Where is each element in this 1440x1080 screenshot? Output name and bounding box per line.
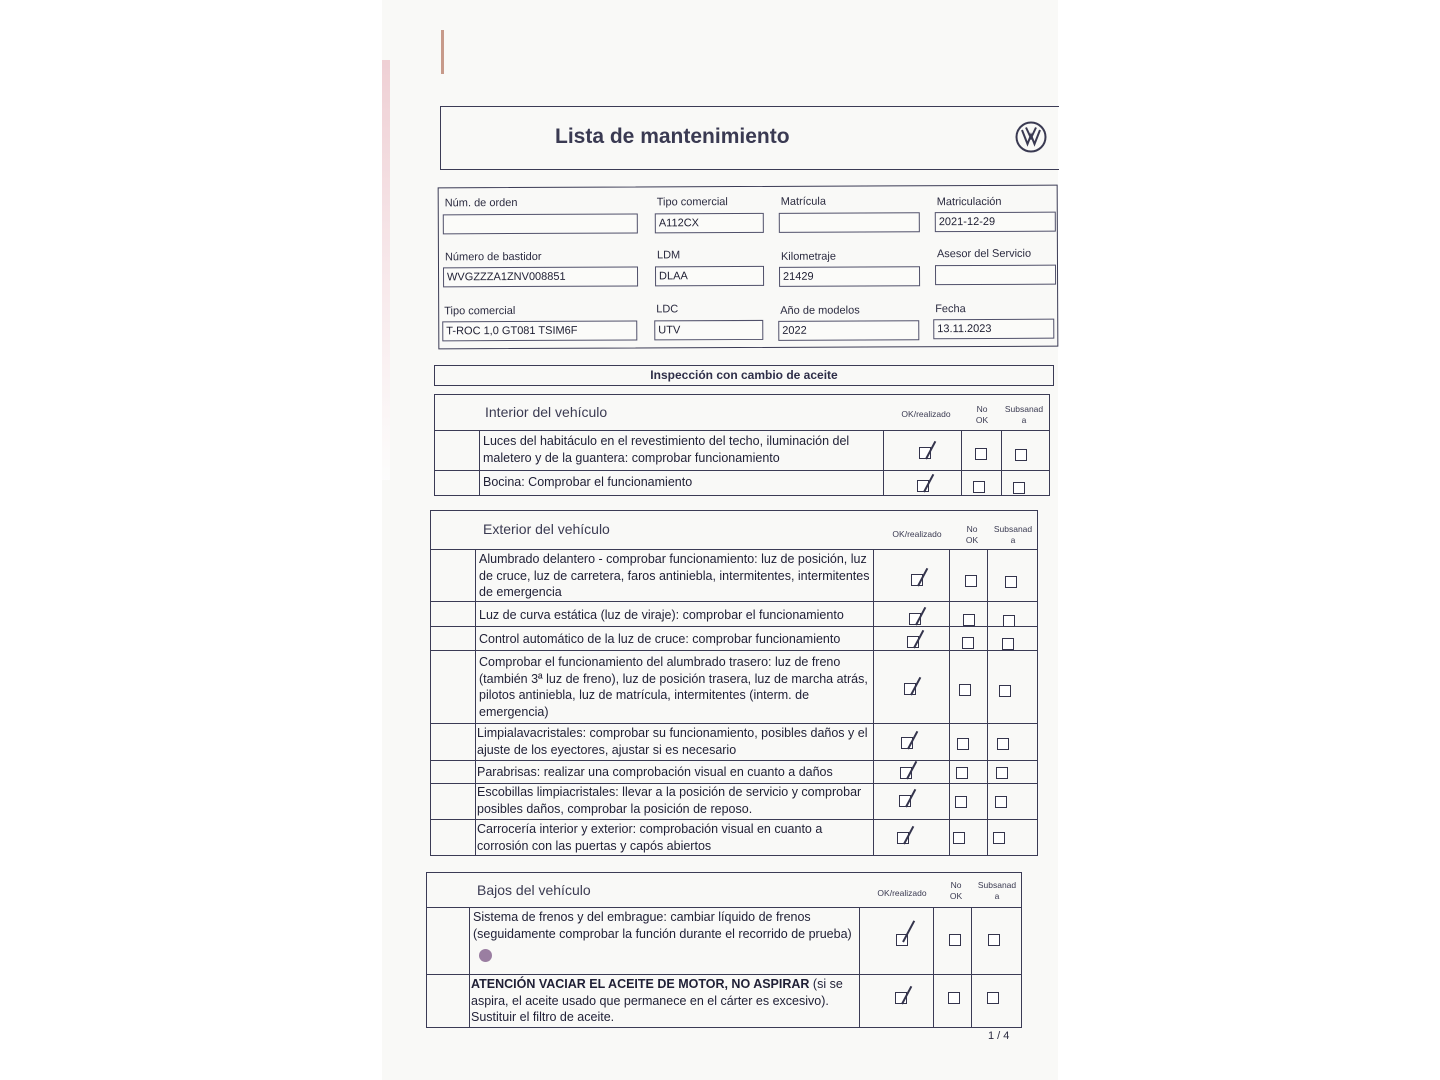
checkbox-subsanada[interactable] [997, 738, 1009, 750]
top-edge-marks [590, 0, 1060, 12]
table-row [431, 650, 1037, 719]
table-row [435, 430, 1049, 465]
col-header-subsanada: Subsanad a [993, 524, 1033, 545]
field-matricula[interactable] [779, 212, 920, 233]
checkbox-nook[interactable] [955, 796, 967, 808]
label-kilometraje: Kilometraje [780, 250, 837, 263]
row-label: Escobillas limpiacristales: llevar a la posición de servicio y comprobar posibles daños, comprobar la posición de reposo. [477, 785, 862, 816]
bullet-icon [479, 949, 492, 962]
label-ldc: LDC [656, 303, 679, 316]
checkbox-nook[interactable] [965, 575, 977, 587]
checkbox-subsanada[interactable] [988, 934, 1000, 946]
row-label-rest: (si se aspira, el aceite usado que permanece en el cárter es excesivo). Sustituir el filtro de aceite. [471, 977, 843, 1024]
bajos-table [426, 872, 1022, 1028]
interior-title: Interior del vehículo [485, 404, 608, 420]
checkbox-nook[interactable] [973, 481, 985, 493]
checkbox-nook[interactable] [962, 637, 974, 649]
field-tipo-comercial-code[interactable]: A112CX [655, 213, 764, 233]
label-ano-modelos: Año de modelos [780, 304, 860, 317]
field-ldm[interactable]: DLAA [655, 266, 764, 286]
background-edge-red [382, 60, 390, 480]
checkbox-subsanada[interactable] [1013, 482, 1025, 494]
col-header-subsanada: Subsanad a [977, 880, 1017, 901]
checkbox-subsanada[interactable] [999, 685, 1011, 697]
field-fecha[interactable]: 13.11.2023 [933, 319, 1054, 340]
row-label [471, 976, 855, 1026]
checkbox-nook[interactable] [956, 767, 968, 779]
bajos-title: Bajos del vehículo [477, 882, 591, 898]
checkbox-subsanada[interactable] [987, 992, 999, 1004]
row-label: Bocina: Comprobar el funcionamiento [483, 475, 693, 489]
inspection-title: Inspección con cambio de aceite [434, 365, 1054, 386]
row-label: Control automático de la luz de cruce: comprobar funcionamiento [479, 632, 841, 646]
field-bastidor[interactable]: WVGZZZA1ZNV008851 [443, 266, 638, 287]
table-row [431, 819, 1037, 853]
field-ldc[interactable]: UTV [654, 320, 763, 340]
exterior-title: Exterior del vehículo [483, 521, 610, 537]
row-label-warning: ATENCIÓN VACIAR EL ACEITE DE MOTOR, NO ASPIRAR [471, 977, 810, 991]
checkbox-subsanada[interactable] [1002, 638, 1014, 650]
field-asesor[interactable] [935, 265, 1056, 286]
field-ano-modelos[interactable]: 2022 [778, 320, 919, 341]
row-label: Parabrisas: realizar una comprobación visual en cuanto a daños [477, 765, 833, 779]
col-header-nook: No OK [949, 880, 963, 901]
checkbox-nook[interactable] [953, 832, 965, 844]
col-header-ok: OK/realizado [877, 888, 927, 898]
page-title: Lista de mantenimiento [555, 125, 790, 148]
col-header-ok: OK/realizado [892, 529, 942, 539]
label-tipo-comercial: Tipo comercial [444, 305, 516, 318]
label-matriculacion: Matriculación [936, 195, 1002, 209]
table-row [431, 783, 1037, 816]
label-fecha: Fecha [935, 303, 966, 316]
checkbox-subsanada[interactable] [995, 796, 1007, 808]
label-num-orden: Núm. de orden [444, 197, 518, 210]
checkbox-nook[interactable] [963, 614, 975, 626]
row-label: Luz de curva estática (luz de viraje): comprobar el funcionamiento [479, 608, 844, 622]
vehicle-info-box [438, 185, 1059, 350]
table-row [427, 907, 1021, 941]
table-row [435, 470, 1049, 489]
checkbox-nook[interactable] [948, 992, 960, 1004]
table-row [431, 626, 1037, 646]
table-row [427, 974, 1021, 1024]
interior-table [434, 394, 1050, 496]
label-asesor: Asesor del Servicio [936, 247, 1032, 261]
exterior-table [430, 510, 1038, 856]
table-row [431, 601, 1037, 622]
label-bastidor: Número de bastidor [444, 250, 542, 264]
page-number: 1 / 4 [988, 1030, 1010, 1042]
col-header-ok: OK/realizado [901, 409, 951, 419]
checkbox-nook[interactable] [959, 684, 971, 696]
checkmark-icon [902, 920, 915, 942]
row-label: Limpialavacristales: comprobar su funcionamiento, posibles daños y el ajuste de los eyectores, ajustar si es necesario [477, 726, 868, 757]
label-ldm: LDM [656, 249, 681, 262]
checkbox-nook[interactable] [949, 934, 961, 946]
checkbox-subsanada[interactable] [1003, 615, 1015, 627]
row-label: Alumbrado delantero - comprobar funcionamiento: luz de posición, luz de cruce, luz de carretera, faros antiniebla, intermitentes, intermitentes de emergencia [479, 552, 870, 599]
field-kilometraje[interactable]: 21429 [779, 266, 920, 287]
checkbox-nook[interactable] [975, 448, 987, 460]
checkbox-subsanada[interactable] [996, 767, 1008, 779]
row-label: Comprobar el funcionamiento del alumbrado trasero: luz de freno (también 3ª luz de freno), luz de posición trasera, luz de marcha atrás, pilotos antiniebla, luz de matrícula, intermitentes (interm. de emergencia) [479, 655, 868, 719]
table-row [431, 549, 1037, 599]
label-tipo-comercial-code: Tipo comercial [656, 196, 728, 209]
col-header-nook: No OK [975, 404, 989, 425]
table-row [431, 723, 1037, 757]
pen-mark [441, 30, 444, 74]
vw-logo-icon [1015, 121, 1047, 153]
row-label: Carrocería interior y exterior: comprobación visual en cuanto a corrosión con las puertas y capós abiertos [477, 822, 823, 853]
col-header-nook: No OK [965, 524, 979, 545]
checkbox-nook[interactable] [957, 738, 969, 750]
checkbox-subsanada[interactable] [993, 832, 1005, 844]
label-matricula: Matrícula [780, 195, 826, 208]
checkbox-subsanada[interactable] [1015, 449, 1027, 461]
checkbox-subsanada[interactable] [1005, 576, 1017, 588]
field-tipo-comercial[interactable]: T-ROC 1,0 GT081 TSIM6F [442, 320, 637, 341]
row-label: Sistema de frenos y del embrague: cambiar líquido de frenos (seguidamente comprobar la función durante el recorrido de prueba) [473, 910, 852, 941]
row-label: Luces del habitáculo en el revestimiento del techo, iluminación del maletero y de la guantera: comprobar funcionamiento [483, 434, 850, 465]
field-matriculacion[interactable]: 2021-12-29 [935, 212, 1056, 233]
field-num-orden[interactable] [443, 213, 638, 234]
table-row [431, 760, 1037, 779]
col-header-subsanada: Subsanad a [1004, 404, 1044, 425]
header-box [440, 106, 1059, 170]
